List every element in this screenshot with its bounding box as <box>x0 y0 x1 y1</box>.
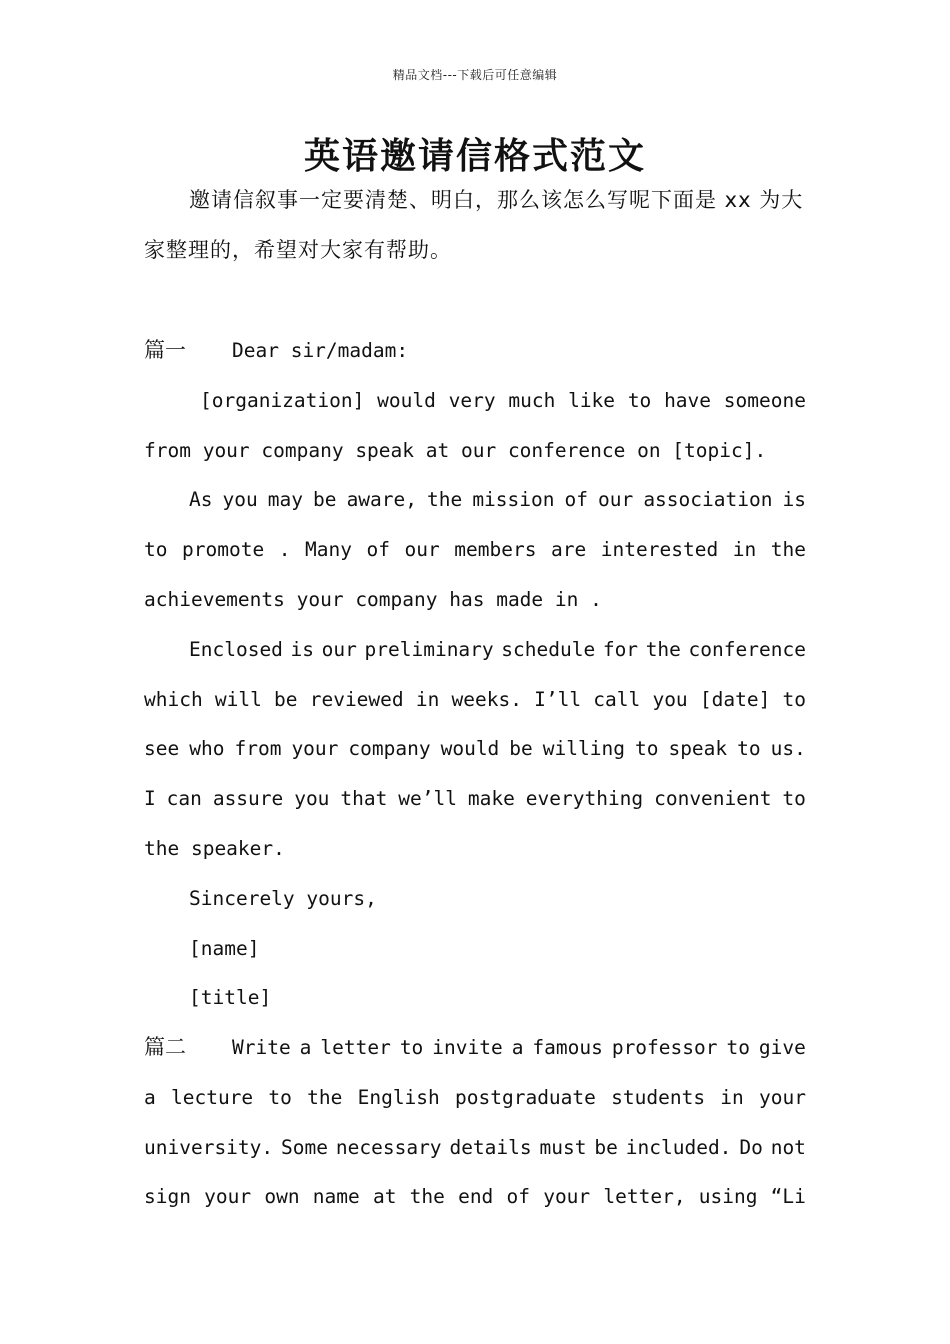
word: schedule <box>501 637 596 661</box>
word: of <box>366 538 390 562</box>
word: of <box>564 488 589 512</box>
word: who <box>189 737 225 761</box>
word: . <box>278 538 291 562</box>
word: our <box>404 538 440 562</box>
word: details <box>449 1135 532 1159</box>
word: our <box>321 637 357 661</box>
word: call <box>593 687 641 711</box>
word: your <box>759 1085 806 1109</box>
word: reviewed <box>309 687 404 711</box>
word: [organization] <box>200 388 365 412</box>
word: would <box>440 737 500 761</box>
word: speak <box>668 737 728 761</box>
word: to <box>634 737 659 761</box>
word: Enclosed <box>189 637 283 661</box>
word: must <box>539 1135 587 1159</box>
signature-title: [title] <box>189 986 272 1010</box>
word: end <box>458 1185 494 1209</box>
paragraph-line <box>144 376 806 426</box>
intro-line-1: 邀请信叙事一定要清楚、明白，那么该怎么写呢下面是 xx 为大 <box>189 188 804 212</box>
word: “Li <box>770 1185 806 1209</box>
intro-paragraph <box>144 176 806 276</box>
word: Many <box>305 538 352 562</box>
word: aware, <box>346 488 418 512</box>
word: see <box>144 737 180 761</box>
word: included. <box>625 1135 732 1159</box>
word: give <box>758 1036 806 1059</box>
word: you <box>294 787 330 811</box>
word: to <box>399 1036 424 1059</box>
letter-one-label: 篇一 <box>144 338 186 362</box>
word: are <box>551 538 587 562</box>
word: assure <box>212 787 284 811</box>
header-note: 精品文档---下载后可任意编辑 <box>392 68 558 82</box>
word: a <box>511 1036 524 1059</box>
word: in <box>732 538 757 562</box>
word: which <box>144 687 203 711</box>
word: at <box>372 1185 397 1209</box>
word: our <box>598 488 634 512</box>
word: the <box>645 637 681 661</box>
word: necessary <box>335 1135 442 1159</box>
word: to <box>268 1085 292 1109</box>
paragraph-line: the speaker. <box>144 836 285 860</box>
letter-two-label: 篇二 <box>144 1035 186 1059</box>
word: to <box>627 388 652 412</box>
word: you <box>222 488 258 512</box>
word: weeks. <box>451 687 522 711</box>
word: someone <box>723 388 806 412</box>
word: to <box>144 538 168 562</box>
paragraph-line <box>144 525 806 575</box>
word: the <box>307 1085 343 1109</box>
word: for <box>602 637 639 661</box>
word: Do <box>739 1135 763 1159</box>
word: we’ll <box>398 787 457 811</box>
word: will <box>214 687 262 711</box>
word: you <box>652 687 688 711</box>
word: your <box>543 1185 591 1209</box>
word: lecture <box>170 1085 254 1109</box>
word: members <box>454 538 537 562</box>
word: own <box>264 1185 300 1209</box>
word: from <box>234 737 282 761</box>
word: sign <box>144 1185 191 1209</box>
word: your <box>204 1185 252 1209</box>
word: association <box>643 488 773 512</box>
word: As <box>189 488 213 512</box>
word: Some <box>281 1135 328 1159</box>
word: I’ll <box>534 687 582 711</box>
word: using <box>698 1185 758 1209</box>
word: famous <box>532 1036 603 1059</box>
salutation: Dear sir/madam: <box>232 339 409 362</box>
word: English <box>357 1085 440 1109</box>
word: to <box>782 687 806 711</box>
word: name <box>312 1185 360 1209</box>
signature-name: [name] <box>189 936 260 960</box>
word: to <box>782 787 806 811</box>
word: be <box>313 488 337 512</box>
word: company <box>348 737 431 761</box>
word: the <box>770 538 806 562</box>
word: everything <box>525 787 644 811</box>
word: mission <box>472 488 555 512</box>
word: invite <box>432 1036 503 1059</box>
word: I <box>144 787 156 811</box>
word: a <box>144 1085 156 1109</box>
word: interested <box>600 538 719 562</box>
paragraph-line: from your company speak at our conference on [topic]. <box>144 438 767 462</box>
word: a <box>299 1036 312 1059</box>
word: like <box>568 388 616 412</box>
word: to <box>737 737 761 761</box>
word: is <box>782 488 806 512</box>
word: willing <box>542 737 625 761</box>
word: in <box>720 1085 744 1109</box>
word: letter <box>320 1036 391 1059</box>
intro-line-2: 家整理的，希望对大家有帮助。 <box>144 237 452 262</box>
word: [date] <box>699 687 771 711</box>
word: professor <box>611 1036 718 1059</box>
word: preliminary <box>364 637 494 661</box>
letter-one <box>144 326 806 1023</box>
paragraph-line <box>144 724 806 774</box>
word: can <box>166 787 202 811</box>
word: convenient <box>654 787 772 811</box>
document-title: 英语邀请信格式范文 <box>303 136 646 177</box>
word: be <box>509 737 533 761</box>
word: be <box>594 1135 618 1159</box>
closing: Sincerely yours, <box>189 886 377 910</box>
word: to <box>726 1036 750 1059</box>
paragraph-line: achievements your company has made in . <box>144 587 602 611</box>
paragraph-line <box>144 475 806 525</box>
word: may <box>267 488 304 512</box>
word: of <box>506 1185 530 1209</box>
word: university. <box>144 1135 274 1159</box>
word: students <box>611 1085 706 1109</box>
word: the <box>409 1185 445 1209</box>
word: us. <box>770 737 806 761</box>
word: very <box>448 388 496 412</box>
word: promote <box>182 538 265 562</box>
paragraph-line <box>144 1123 806 1173</box>
word: much <box>508 388 556 412</box>
paragraph-line <box>144 1172 806 1222</box>
word: not <box>770 1135 806 1159</box>
word: Write <box>232 1036 291 1059</box>
paragraph-line <box>232 1023 806 1073</box>
letter-two-heading <box>144 1023 806 1073</box>
paragraph-line <box>144 675 806 725</box>
word: letter, <box>603 1185 686 1209</box>
word: your <box>291 737 339 761</box>
word: is <box>290 637 315 661</box>
word: be <box>274 687 298 711</box>
word: the <box>427 488 463 512</box>
word: have <box>664 388 712 412</box>
word: that <box>340 787 388 811</box>
paragraph-line <box>144 774 806 824</box>
word: make <box>467 787 515 811</box>
paragraph-line <box>144 1073 806 1123</box>
word: in <box>415 687 440 711</box>
word: would <box>377 388 436 412</box>
word: postgraduate <box>455 1085 596 1109</box>
letter-one-heading <box>144 326 806 376</box>
word: conference <box>688 637 806 661</box>
paragraph-line <box>144 625 806 675</box>
letter-two <box>144 1023 806 1222</box>
